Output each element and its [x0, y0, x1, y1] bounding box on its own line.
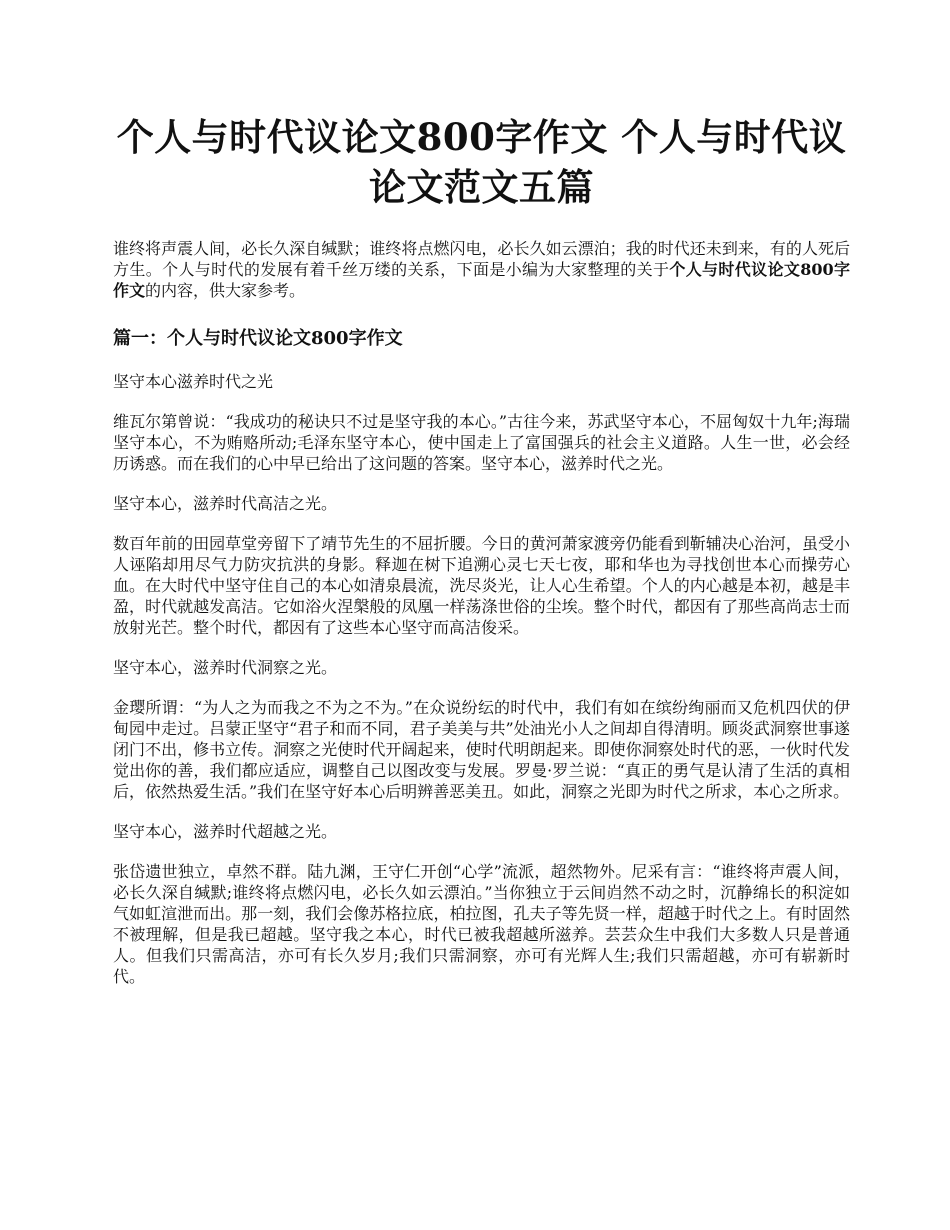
section-heading: 篇一：个人与时代议论文800字作文: [113, 328, 403, 349]
body-paragraph: 数百年前的田园草堂旁留下了靖节先生的不屈折腰。今日的黄河萧家渡旁仍能看到靳辅决心治河，虽受小人诬陷却用尽气力防灾抗洪的身影。释迦在树下追溯心灵七天七夜，耶和华也为寻找创世本心而操劳心血。在大时代中坚守住自己的本心如清泉晨流，洗尽炎光，让人心生希望。个人的内心越是本初，越是丰盈，时代就越发高洁。它如浴火涅槃般的凤凰一样荡涤世俗的尘埃。整个时代，都因有了那些高尚志士而放射光芒。整个时代，都因有了这些本心坚守而高洁俊采。: [113, 534, 850, 637]
intro-bold-topic: 个人与时代议论文800字作文: [113, 260, 850, 300]
body-paragraph: 维瓦尔第曾说：“我成功的秘诀只不过是坚守我的本心。”古往今来，苏武坚守本心，不屈匈奴十九年;海瑞坚守本心，不为贿赂所动;毛泽东坚守本心，使中国走上了富国强兵的社会主义道路。人生一世，必会经历诱惑。而在我们的心中早已给出了这问题的答案。坚守本心，滋养时代之光。: [113, 412, 850, 473]
point-heading: 坚守本心，滋养时代超越之光。: [113, 822, 338, 841]
point-heading: 坚守本心，滋养时代高洁之光。: [113, 494, 338, 513]
essay-subtitle: 坚守本心滋养时代之光: [113, 372, 274, 391]
intro-paragraph: [113, 238, 850, 301]
document-page: [113, 112, 850, 987]
intro-text-before: 谁终将声震人间，必长久深自缄默；谁终将点燃闪电，必长久如云漂泊；我的时代还未到来，有的人死后方生。个人与时代的发展有着千丝万缕的关系，下面是小编为大家整理的关于: [113, 239, 850, 279]
intro-text-after: 的内容，供大家参考。: [145, 281, 306, 300]
body-paragraph: 金璎所谓：“为人之为而我之不为之不为。”在众说纷纭的时代中，我们有如在缤纷绚丽而又危机四伏的伊甸园中走过。吕蒙正坚守“君子和而不同，君子美美与共”处油光小人之间却自得清明。顾炎武洞察世事遂闭门不出，修书立传。洞察之光使时代开阔起来，使时代明朗起来。即使你洞察处时代的恶，一伙时代发觉出你的善，我们都应适应，调整自己以图改变与发展。罗曼·罗兰说：“真正的勇气是认清了生活的真相后，依然热爱生活。”我们在坚守好本心后明辨善恶美丑。如此，洞察之光即为时代之所求，本心之所求。: [113, 698, 850, 801]
point-heading: 坚守本心，滋养时代洞察之光。: [113, 658, 338, 677]
document-title: 个人与时代议论文800字作文 个人与时代议论文范文五篇: [116, 115, 847, 209]
body-paragraph: 张岱遗世独立，卓然不群。陆九渊，王守仁开创“心学”流派，超然物外。尼采有言：“谁终将声震人间，必长久深自缄默;谁终将点燃闪电，必长久如云漂泊。”当你独立于云间岿然不动之时，沉静绵长的积淀如气如虹渲泄而出。那一刻，我们会像苏格拉底，柏拉图，孔夫子等先贤一样，超越于时代之上。有时固然不被理解，但是我已超越。坚守我之本心，时代已被我超越所滋养。芸芸众生中我们大多数人只是普通人。但我们只需高洁，亦可有长久岁月;我们只需洞察，亦可有光辉人生;我们只需超越，亦可有崭新时代。: [113, 862, 850, 986]
